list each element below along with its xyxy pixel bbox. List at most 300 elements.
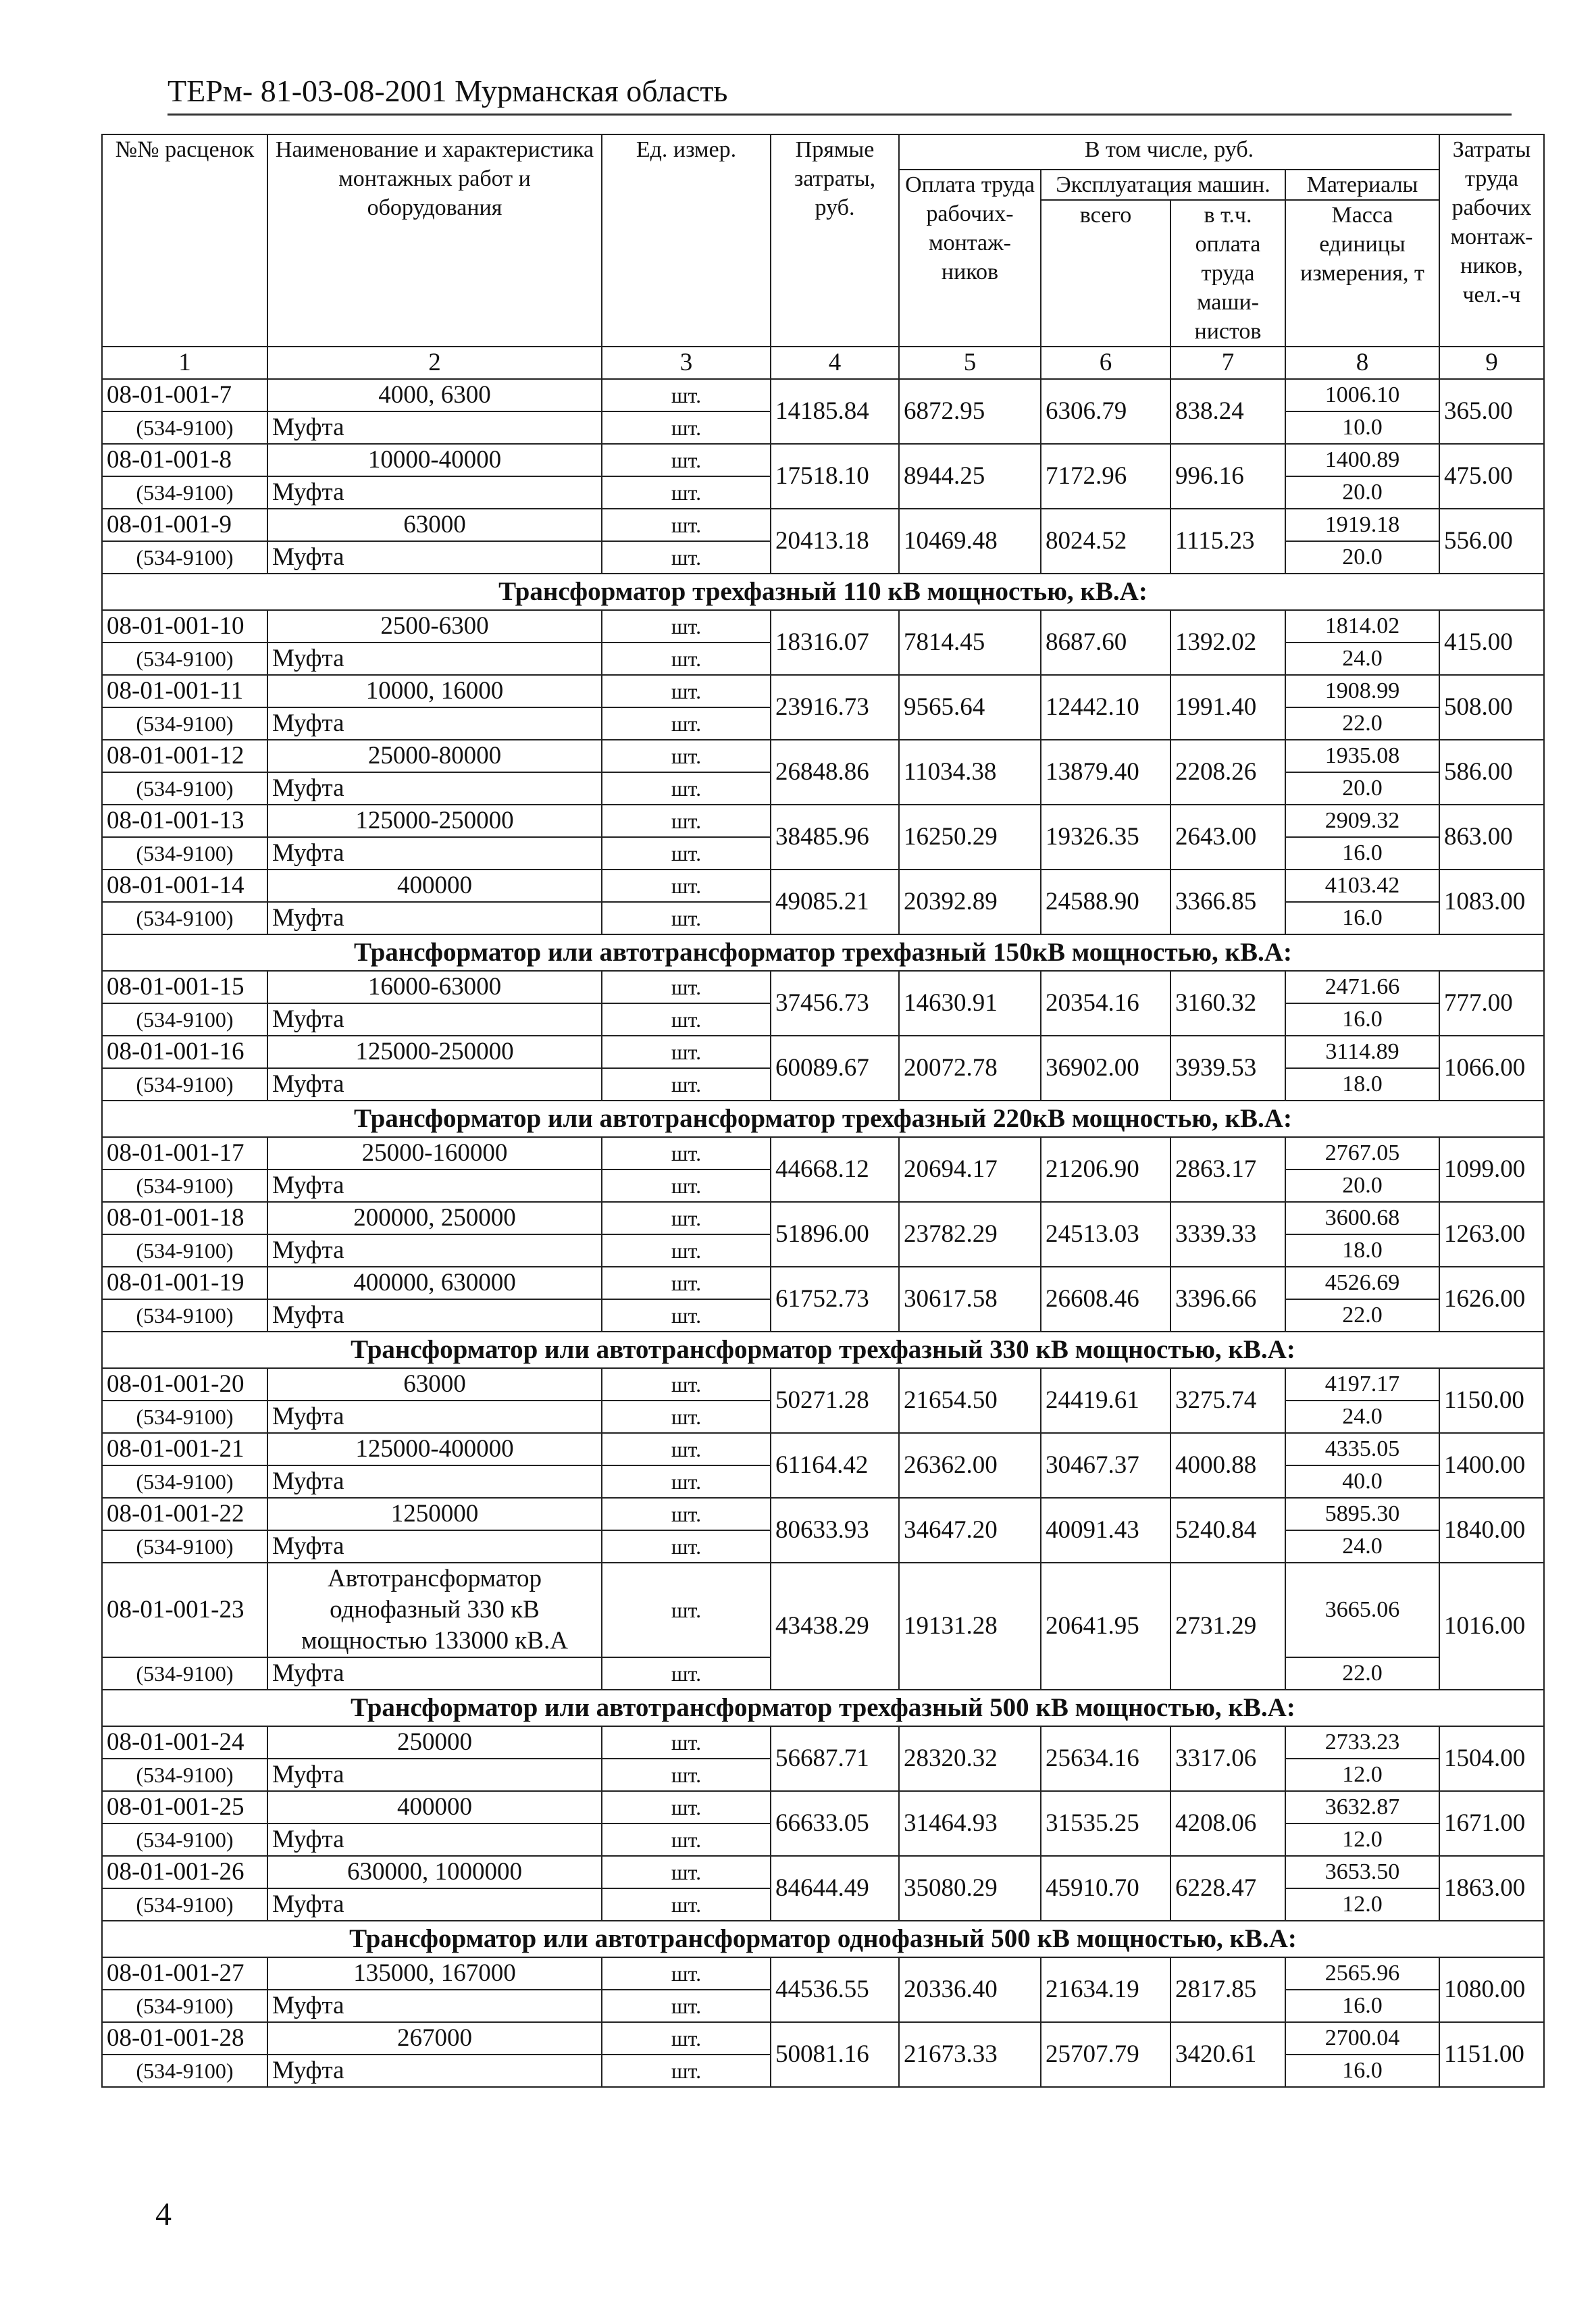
machines-total: 30467.37 (1041, 1433, 1170, 1498)
section-title: Трансформатор трехфазный 110 кВ мощностью, кВ.А: (102, 574, 1544, 610)
rate-code: 08-01-001-24 (102, 1726, 267, 1759)
unit: шт. (602, 1498, 771, 1530)
unit: шт. (602, 971, 771, 1003)
resource-mass: 22.0 (1285, 1299, 1439, 1332)
machines-total: 24419.61 (1041, 1368, 1170, 1433)
header-code: №№ расценок (102, 134, 267, 347)
work-name: 400000 (267, 1791, 602, 1823)
work-name: 16000-63000 (267, 971, 602, 1003)
header-labor-hours: Затраты труда рабочих монтаж-ников, чел.-ч (1439, 134, 1544, 347)
unit: шт. (602, 2022, 771, 2055)
rate-code: 08-01-001-12 (102, 740, 267, 772)
machines-total: 21634.19 (1041, 1957, 1170, 2022)
machines-total: 20641.95 (1041, 1563, 1170, 1690)
resource-mass: 24.0 (1285, 1401, 1439, 1433)
resource-name: Муфта (267, 1530, 602, 1563)
direct-costs: 49085.21 (771, 870, 899, 934)
resource-code: (534-9100) (102, 1530, 267, 1563)
header-mass: Масса единицы измерения, т (1285, 200, 1439, 347)
resource-unit: шт. (602, 1990, 771, 2022)
labor-hours: 1083.00 (1439, 870, 1544, 934)
page-number: 4 (155, 2196, 172, 2232)
machinist-pay: 3160.32 (1170, 971, 1285, 1036)
resource-code: (534-9100) (102, 1068, 267, 1101)
column-number: 6 (1041, 347, 1170, 379)
labor-pay: 21673.33 (899, 2022, 1041, 2087)
labor-pay: 23782.29 (899, 1202, 1041, 1267)
labor-pay: 34647.20 (899, 1498, 1041, 1563)
machines-total: 31535.25 (1041, 1791, 1170, 1856)
section-title: Трансформатор или автотрансформатор трехфазный 500 кВ мощностью, кВ.А: (102, 1690, 1544, 1726)
resource-code: (534-9100) (102, 2055, 267, 2087)
rate-code: 08-01-001-25 (102, 1791, 267, 1823)
machinist-pay: 6228.47 (1170, 1856, 1285, 1921)
resource-unit: шт. (602, 1759, 771, 1791)
machines-total: 8687.60 (1041, 610, 1170, 675)
resource-mass: 12.0 (1285, 1888, 1439, 1921)
resource-name: Муфта (267, 1299, 602, 1332)
header-including: В том числе, руб. (899, 134, 1439, 170)
table-row (102, 1791, 1544, 1823)
direct-costs: 56687.71 (771, 1726, 899, 1791)
resource-name: Муфта (267, 902, 602, 934)
section-row (102, 934, 1544, 971)
machinist-pay: 5240.84 (1170, 1498, 1285, 1563)
materials-cost: 1814.02 (1285, 610, 1439, 643)
labor-hours: 1504.00 (1439, 1726, 1544, 1791)
resource-unit: шт. (602, 837, 771, 870)
machinist-pay: 3339.33 (1170, 1202, 1285, 1267)
direct-costs: 50081.16 (771, 2022, 899, 2087)
table-row (102, 1368, 1544, 1401)
resource-name: Муфта (267, 772, 602, 805)
resource-mass: 18.0 (1285, 1234, 1439, 1267)
machines-total: 26608.46 (1041, 1267, 1170, 1332)
resource-code: (534-9100) (102, 541, 267, 574)
labor-hours: 777.00 (1439, 971, 1544, 1036)
resource-code: (534-9100) (102, 1169, 267, 1202)
section-title: Трансформатор или автотрансформатор трехфазный 220кВ мощностью, кВ.А: (102, 1101, 1544, 1137)
work-name: 125000-400000 (267, 1433, 602, 1465)
resource-code: (534-9100) (102, 1823, 267, 1856)
labor-pay: 31464.93 (899, 1791, 1041, 1856)
labor-hours: 586.00 (1439, 740, 1544, 805)
resource-mass: 20.0 (1285, 772, 1439, 805)
work-name: 2500-6300 (267, 610, 602, 643)
section-row (102, 1332, 1544, 1368)
direct-costs: 66633.05 (771, 1791, 899, 1856)
machinist-pay: 2643.00 (1170, 805, 1285, 870)
resource-code: (534-9100) (102, 902, 267, 934)
work-name: 250000 (267, 1726, 602, 1759)
resource-code: (534-9100) (102, 1401, 267, 1433)
machines-total: 40091.43 (1041, 1498, 1170, 1563)
unit: шт. (602, 1791, 771, 1823)
resource-name: Муфта (267, 1068, 602, 1101)
labor-hours: 1400.00 (1439, 1433, 1544, 1498)
resource-unit: шт. (602, 1234, 771, 1267)
labor-pay: 11034.38 (899, 740, 1041, 805)
header-unit: Ед. измер. (602, 134, 771, 347)
resource-mass: 16.0 (1285, 1003, 1439, 1036)
resource-name: Муфта (267, 1888, 602, 1921)
direct-costs: 61164.42 (771, 1433, 899, 1498)
resource-unit: шт. (602, 707, 771, 740)
materials-cost: 4526.69 (1285, 1267, 1439, 1299)
work-name: 267000 (267, 2022, 602, 2055)
materials-cost: 2733.23 (1285, 1726, 1439, 1759)
labor-pay: 6872.95 (899, 379, 1041, 444)
machinist-pay: 3275.74 (1170, 1368, 1285, 1433)
resource-code: (534-9100) (102, 476, 267, 509)
direct-costs: 38485.96 (771, 805, 899, 870)
unit: шт. (602, 444, 771, 476)
resource-name: Муфта (267, 1823, 602, 1856)
labor-hours: 1151.00 (1439, 2022, 1544, 2087)
machines-total: 24588.90 (1041, 870, 1170, 934)
work-name: 630000, 1000000 (267, 1856, 602, 1888)
unit: шт. (602, 1856, 771, 1888)
rate-code: 08-01-001-15 (102, 971, 267, 1003)
rate-code: 08-01-001-26 (102, 1856, 267, 1888)
machines-total: 24513.03 (1041, 1202, 1170, 1267)
resource-mass: 16.0 (1285, 2055, 1439, 2087)
table-row (102, 1498, 1544, 1530)
resource-name: Муфта (267, 1465, 602, 1498)
machines-total: 45910.70 (1041, 1856, 1170, 1921)
resource-mass: 12.0 (1285, 1759, 1439, 1791)
materials-cost: 2700.04 (1285, 2022, 1439, 2055)
machinist-pay: 1991.40 (1170, 675, 1285, 740)
work-name: 63000 (267, 509, 602, 541)
materials-cost: 3653.50 (1285, 1856, 1439, 1888)
resource-code: (534-9100) (102, 1759, 267, 1791)
direct-costs: 60089.67 (771, 1036, 899, 1101)
rate-code: 08-01-001-13 (102, 805, 267, 837)
rate-code: 08-01-001-10 (102, 610, 267, 643)
labor-pay: 35080.29 (899, 1856, 1041, 1921)
machinist-pay: 2208.26 (1170, 740, 1285, 805)
rate-code: 08-01-001-9 (102, 509, 267, 541)
unit: шт. (602, 1267, 771, 1299)
rate-code: 08-01-001-14 (102, 870, 267, 902)
table-row (102, 1726, 1544, 1759)
table-row (102, 1856, 1544, 1888)
work-name: 10000, 16000 (267, 675, 602, 707)
machines-total: 12442.10 (1041, 675, 1170, 740)
direct-costs: 37456.73 (771, 971, 899, 1036)
resource-unit: шт. (602, 1169, 771, 1202)
resource-unit: шт. (602, 1003, 771, 1036)
section-title: Трансформатор или автотрансформатор трехфазный 330 кВ мощностью, кВ.А: (102, 1332, 1544, 1368)
header-divider (168, 114, 1512, 116)
resource-name: Муфта (267, 541, 602, 574)
section-row (102, 1921, 1544, 1957)
header-direct-costs: Прямые затраты, руб. (771, 134, 899, 347)
unit: шт. (602, 1036, 771, 1068)
unit: шт. (602, 740, 771, 772)
machines-total: 36902.00 (1041, 1036, 1170, 1101)
table-row (102, 1433, 1544, 1465)
materials-cost: 4103.42 (1285, 870, 1439, 902)
machinist-pay: 2817.85 (1170, 1957, 1285, 2022)
machinist-pay: 838.24 (1170, 379, 1285, 444)
rate-code: 08-01-001-19 (102, 1267, 267, 1299)
rate-code: 08-01-001-22 (102, 1498, 267, 1530)
labor-hours: 1150.00 (1439, 1368, 1544, 1433)
direct-costs: 20413.18 (771, 509, 899, 574)
resource-code: (534-9100) (102, 1299, 267, 1332)
resource-unit: шт. (602, 643, 771, 675)
resource-code: (534-9100) (102, 1465, 267, 1498)
machinist-pay: 3939.53 (1170, 1036, 1285, 1101)
resource-code: (534-9100) (102, 1888, 267, 1921)
labor-hours: 415.00 (1439, 610, 1544, 675)
machinist-pay: 3366.85 (1170, 870, 1285, 934)
unit: шт. (602, 1957, 771, 1990)
table-row (102, 610, 1544, 643)
machines-total: 6306.79 (1041, 379, 1170, 444)
machinist-pay: 996.16 (1170, 444, 1285, 509)
table-row (102, 444, 1544, 476)
resource-mass: 22.0 (1285, 707, 1439, 740)
resource-unit: шт. (602, 411, 771, 444)
resource-unit: шт. (602, 902, 771, 934)
labor-hours: 556.00 (1439, 509, 1544, 574)
labor-hours: 1671.00 (1439, 1791, 1544, 1856)
section-row (102, 574, 1544, 610)
resource-unit: шт. (602, 541, 771, 574)
table-row (102, 1957, 1544, 1990)
resource-unit: шт. (602, 476, 771, 509)
machinist-pay: 3317.06 (1170, 1726, 1285, 1791)
rate-code: 08-01-001-21 (102, 1433, 267, 1465)
column-number: 5 (899, 347, 1041, 379)
resource-mass: 20.0 (1285, 541, 1439, 574)
resource-name: Муфта (267, 1003, 602, 1036)
materials-cost: 4335.05 (1285, 1433, 1439, 1465)
rate-code: 08-01-001-23 (102, 1563, 267, 1657)
unit: шт. (602, 1433, 771, 1465)
column-number: 8 (1285, 347, 1439, 379)
machines-total: 7172.96 (1041, 444, 1170, 509)
resource-mass: 24.0 (1285, 1530, 1439, 1563)
labor-pay: 8944.25 (899, 444, 1041, 509)
unit: шт. (602, 1368, 771, 1401)
section-row (102, 1101, 1544, 1137)
column-number: 2 (267, 347, 602, 379)
resource-name: Муфта (267, 476, 602, 509)
work-name: 200000, 250000 (267, 1202, 602, 1234)
labor-pay: 20694.17 (899, 1137, 1041, 1202)
work-name: 4000, 6300 (267, 379, 602, 411)
labor-hours: 365.00 (1439, 379, 1544, 444)
column-number: 3 (602, 347, 771, 379)
materials-cost: 2767.05 (1285, 1137, 1439, 1169)
labor-pay: 20072.78 (899, 1036, 1041, 1101)
unit: шт. (602, 509, 771, 541)
work-name: 25000-160000 (267, 1137, 602, 1169)
unit: шт. (602, 1563, 771, 1657)
machinist-pay: 4000.88 (1170, 1433, 1285, 1498)
rate-code: 08-01-001-16 (102, 1036, 267, 1068)
labor-hours: 1626.00 (1439, 1267, 1544, 1332)
resource-name: Муфта (267, 1401, 602, 1433)
section-title: Трансформатор или автотрансформатор трехфазный 150кВ мощностью, кВ.А: (102, 934, 1544, 971)
materials-cost: 1935.08 (1285, 740, 1439, 772)
labor-pay: 14630.91 (899, 971, 1041, 1036)
work-name: 125000-250000 (267, 805, 602, 837)
unit: шт. (602, 675, 771, 707)
resource-name: Муфта (267, 2055, 602, 2087)
resource-name: Муфта (267, 837, 602, 870)
materials-cost: 1400.89 (1285, 444, 1439, 476)
resource-code: (534-9100) (102, 707, 267, 740)
labor-hours: 1863.00 (1439, 1856, 1544, 1921)
resource-name: Муфта (267, 1234, 602, 1267)
labor-hours: 508.00 (1439, 675, 1544, 740)
header-machines: Эксплуатация машин. (1041, 170, 1285, 200)
direct-costs: 14185.84 (771, 379, 899, 444)
work-name: 1250000 (267, 1498, 602, 1530)
labor-pay: 26362.00 (899, 1433, 1041, 1498)
labor-pay: 19131.28 (899, 1563, 1041, 1690)
materials-cost: 1919.18 (1285, 509, 1439, 541)
labor-hours: 1099.00 (1439, 1137, 1544, 1202)
machinist-pay: 4208.06 (1170, 1791, 1285, 1856)
header-labor-pay: Оплата труда рабочих-монтаж-ников (899, 170, 1041, 347)
materials-cost: 3665.06 (1285, 1563, 1439, 1657)
resource-unit: шт. (602, 1530, 771, 1563)
resource-mass: 18.0 (1285, 1068, 1439, 1101)
header-machines-total: всего (1041, 200, 1170, 347)
column-number: 7 (1170, 347, 1285, 379)
labor-hours: 1016.00 (1439, 1563, 1544, 1690)
resource-unit: шт. (602, 1823, 771, 1856)
table-row (102, 1137, 1544, 1169)
resource-mass: 12.0 (1285, 1823, 1439, 1856)
direct-costs: 17518.10 (771, 444, 899, 509)
resource-mass: 16.0 (1285, 837, 1439, 870)
unit: шт. (602, 1726, 771, 1759)
resource-code: (534-9100) (102, 643, 267, 675)
labor-pay: 21654.50 (899, 1368, 1041, 1433)
machines-total: 25707.79 (1041, 2022, 1170, 2087)
machinist-pay: 2863.17 (1170, 1137, 1285, 1202)
resource-name: Муфта (267, 1657, 602, 1690)
column-number: 4 (771, 347, 899, 379)
direct-costs: 50271.28 (771, 1368, 899, 1433)
unit: шт. (602, 805, 771, 837)
resource-mass: 10.0 (1285, 411, 1439, 444)
rate-code: 08-01-001-20 (102, 1368, 267, 1401)
materials-cost: 2565.96 (1285, 1957, 1439, 1990)
unit: шт. (602, 870, 771, 902)
header-name: Наименование и характеристика монтажных работ и оборудования (267, 134, 602, 347)
work-name: 10000-40000 (267, 444, 602, 476)
work-name: Автотрансформатор однофазный 330 кВ мощностью 133000 кВ.А (267, 1563, 602, 1657)
machines-total: 21206.90 (1041, 1137, 1170, 1202)
unit: шт. (602, 610, 771, 643)
table-row (102, 971, 1544, 1003)
resource-name: Муфта (267, 1759, 602, 1791)
labor-hours: 1080.00 (1439, 1957, 1544, 2022)
direct-costs: 23916.73 (771, 675, 899, 740)
resource-unit: шт. (602, 1888, 771, 1921)
labor-hours: 863.00 (1439, 805, 1544, 870)
resource-code: (534-9100) (102, 837, 267, 870)
resource-name: Муфта (267, 1169, 602, 1202)
header-materials: Материалы (1285, 170, 1439, 200)
machines-total: 20354.16 (1041, 971, 1170, 1036)
rate-code: 08-01-001-11 (102, 675, 267, 707)
labor-pay: 7814.45 (899, 610, 1041, 675)
resource-code: (534-9100) (102, 1003, 267, 1036)
machinist-pay: 2731.29 (1170, 1563, 1285, 1690)
direct-costs: 26848.86 (771, 740, 899, 805)
labor-hours: 475.00 (1439, 444, 1544, 509)
resource-name: Муфта (267, 411, 602, 444)
materials-cost: 3114.89 (1285, 1036, 1439, 1068)
materials-cost: 1908.99 (1285, 675, 1439, 707)
table-row (102, 509, 1544, 541)
resource-unit: шт. (602, 1401, 771, 1433)
page-title: ТЕРм- 81-03-08-2001 Мурманская область (168, 74, 728, 108)
direct-costs: 80633.93 (771, 1498, 899, 1563)
resource-mass: 16.0 (1285, 1990, 1439, 2022)
unit: шт. (602, 379, 771, 411)
table-row (102, 379, 1544, 411)
direct-costs: 43438.29 (771, 1563, 899, 1690)
materials-cost: 5895.30 (1285, 1498, 1439, 1530)
work-name: 400000, 630000 (267, 1267, 602, 1299)
header-machinist-pay: в т.ч. оплата труда маши-нистов (1170, 200, 1285, 347)
column-numbers-row (102, 347, 1544, 379)
machines-total: 13879.40 (1041, 740, 1170, 805)
rates-table (101, 134, 1545, 2088)
table-row (102, 1036, 1544, 1068)
resource-name: Муфта (267, 643, 602, 675)
table-row (102, 805, 1544, 837)
labor-pay: 16250.29 (899, 805, 1041, 870)
machinist-pay: 3396.66 (1170, 1267, 1285, 1332)
machinist-pay: 1115.23 (1170, 509, 1285, 574)
materials-cost: 4197.17 (1285, 1368, 1439, 1401)
table-row (102, 740, 1544, 772)
machinist-pay: 1392.02 (1170, 610, 1285, 675)
column-number: 1 (102, 347, 267, 379)
direct-costs: 84644.49 (771, 1856, 899, 1921)
labor-pay: 20336.40 (899, 1957, 1041, 2022)
unit: шт. (602, 1202, 771, 1234)
resource-code: (534-9100) (102, 1657, 267, 1690)
resource-name: Муфта (267, 707, 602, 740)
machines-total: 8024.52 (1041, 509, 1170, 574)
labor-hours: 1840.00 (1439, 1498, 1544, 1563)
direct-costs: 18316.07 (771, 610, 899, 675)
resource-code: (534-9100) (102, 1990, 267, 2022)
labor-pay: 20392.89 (899, 870, 1041, 934)
work-name: 400000 (267, 870, 602, 902)
work-name: 63000 (267, 1368, 602, 1401)
work-name: 25000-80000 (267, 740, 602, 772)
direct-costs: 61752.73 (771, 1267, 899, 1332)
direct-costs: 44668.12 (771, 1137, 899, 1202)
resource-mass: 22.0 (1285, 1657, 1439, 1690)
rate-code: 08-01-001-7 (102, 379, 267, 411)
unit: шт. (602, 1137, 771, 1169)
resource-unit: шт. (602, 1068, 771, 1101)
